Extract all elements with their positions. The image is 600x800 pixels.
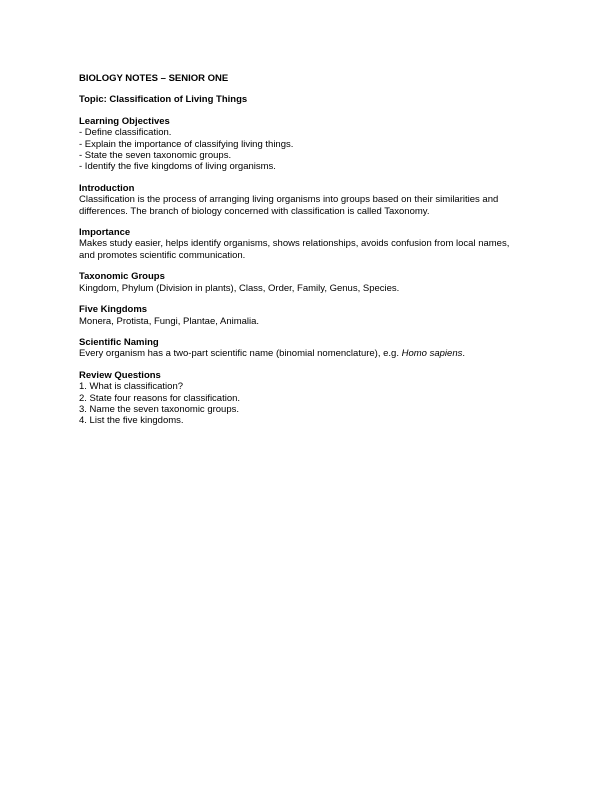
review-heading: Review Questions	[79, 369, 161, 381]
document-title: BIOLOGY NOTES – SENIOR ONE	[79, 73, 229, 84]
document-page	[79, 73, 519, 437]
topic-title: Topic: Classification of Living Things	[79, 94, 248, 106]
objective-item: - State the seven taxonomic groups.	[79, 150, 232, 162]
review-question: 3. Name the seven taxonomic groups.	[79, 403, 240, 415]
introduction-heading: Introduction	[79, 182, 135, 194]
scientific-name-example: Homo sapiens	[401, 348, 463, 360]
five-kingdoms-text: Monera, Protista, Fungi, Plantae, Animalia.	[79, 315, 260, 327]
objective-item: - Identify the five kingdoms of living organisms.	[79, 161, 276, 173]
taxonomic-groups-text: Kingdom, Phylum (Division in plants), Class, Order, Family, Genus, Species.	[79, 282, 400, 294]
scientific-naming-text-after: .	[462, 348, 465, 360]
objectives-heading: Learning Objectives	[79, 115, 170, 127]
five-kingdoms-heading: Five Kingdoms	[79, 304, 148, 316]
objective-item: - Explain the importance of classifying living things.	[79, 138, 294, 150]
scientific-naming-text-before: Every organism has a two-part scientific name (binomial nomenclature), e.g.	[79, 348, 402, 360]
scientific-naming-section	[79, 337, 519, 360]
taxonomic-groups-heading: Taxonomic Groups	[79, 271, 165, 283]
introduction-section	[79, 183, 519, 217]
importance-text: Makes study easier, helps identify organisms, shows relationships, avoids confusion from local names, and promotes scientific communication.	[79, 238, 510, 261]
introduction-text: Classification is the process of arranging living organisms into groups based on their similarities and differences. The branch of biology concerned with classification is called Taxonomy.	[79, 194, 499, 217]
taxonomic-groups-section	[79, 271, 519, 294]
scientific-naming-heading: Scientific Naming	[79, 336, 159, 348]
scientific-naming-text	[79, 348, 519, 359]
objectives-section	[79, 116, 519, 173]
objective-item: - Define classification.	[79, 127, 172, 139]
importance-section	[79, 227, 519, 261]
review-question: 2. State four reasons for classification.	[79, 392, 241, 404]
importance-heading: Importance	[79, 227, 131, 239]
review-section	[79, 370, 519, 427]
review-question: 1. What is classification?	[79, 381, 184, 393]
review-question: 4. List the five kingdoms.	[79, 415, 184, 427]
five-kingdoms-section	[79, 304, 519, 327]
